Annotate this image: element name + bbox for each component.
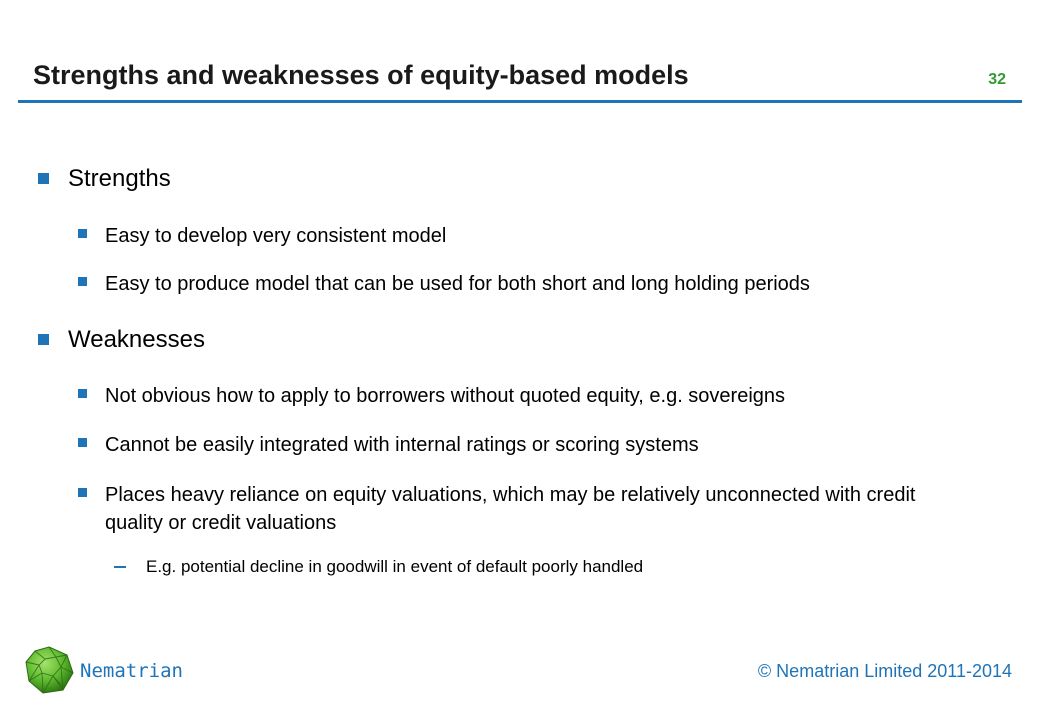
bullet-strengths: [38, 165, 171, 193]
slide-title: Strengths and weaknesses of equity-based models: [33, 60, 689, 90]
weakness-item-3: Places heavy reliance on equity valuations, which may be relatively unconnected with credit quality or credit valuations: [105, 484, 916, 534]
list-item: [78, 270, 810, 298]
list-item: [78, 481, 978, 537]
square-bullet-icon: [78, 438, 87, 447]
square-bullet-icon: [38, 334, 49, 345]
square-bullet-icon: [78, 488, 87, 497]
strength-item-2: Easy to produce model that can be used for both short and long holding periods: [105, 273, 810, 295]
list-item: [78, 222, 446, 250]
strength-item-1: Easy to develop very consistent model: [105, 225, 447, 247]
list-item: [78, 431, 699, 459]
square-bullet-icon: [38, 173, 49, 184]
slide-number: 32: [988, 71, 1006, 88]
footer-copyright: © Nematrian Limited 2011-2014: [757, 661, 1012, 681]
heading-strengths: Strengths: [68, 165, 171, 192]
square-bullet-icon: [78, 389, 87, 398]
sub-list-item: [114, 555, 643, 579]
square-bullet-icon: [78, 229, 87, 238]
footer-brand: Nematrian: [80, 660, 183, 682]
square-bullet-icon: [78, 277, 87, 286]
heading-weaknesses: Weaknesses: [68, 326, 205, 353]
dash-bullet-icon: [114, 566, 126, 568]
weakness-item-1: Not obvious how to apply to borrowers without quoted equity, e.g. sovereigns: [105, 385, 786, 407]
weakness-item-2: Cannot be easily integrated with internal ratings or scoring systems: [105, 434, 699, 456]
geodesic-sphere-icon: [23, 645, 75, 695]
weakness-subitem: E.g. potential decline in goodwill in event of default poorly handled: [146, 557, 644, 576]
title-divider: [18, 100, 1022, 103]
bullet-weaknesses: [38, 326, 205, 354]
list-item: [78, 382, 785, 410]
